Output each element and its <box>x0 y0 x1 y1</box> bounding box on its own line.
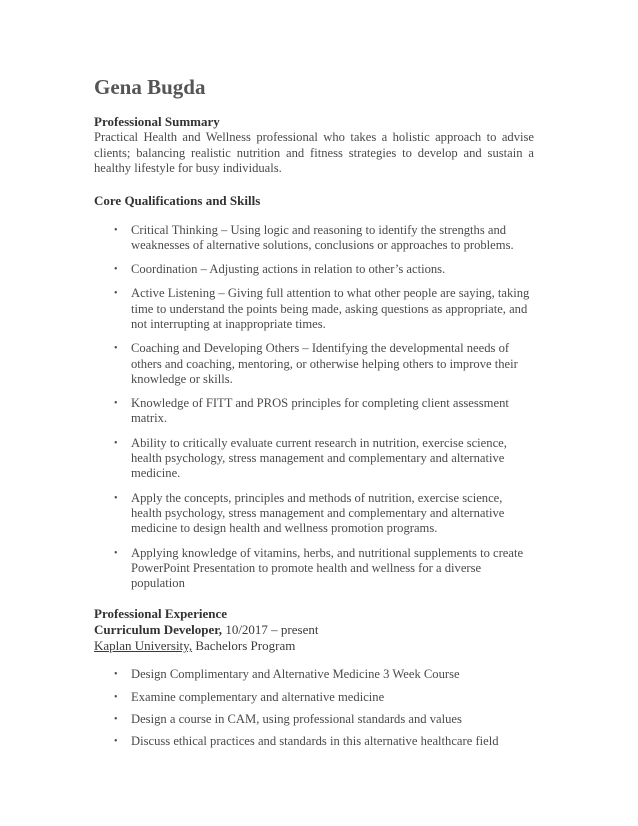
bullet-icon: • <box>114 224 118 236</box>
list-item <box>94 734 534 749</box>
bullet-icon: • <box>114 264 118 276</box>
bullet-icon: • <box>114 492 118 504</box>
bullet-icon: • <box>114 714 118 726</box>
list-item <box>94 396 534 427</box>
experience-list <box>94 667 534 749</box>
list-item-text: Coordination – Adjusting actions in relation to other’s actions. <box>131 262 446 277</box>
section-spacer <box>94 177 534 193</box>
list-item-text: Design Complimentary and Alternative Medicine 3 Week Course <box>131 667 460 682</box>
bullet-icon: • <box>114 669 118 681</box>
list-item <box>94 262 534 277</box>
bullet-icon: • <box>114 547 118 559</box>
bullet-icon: • <box>114 288 118 300</box>
list-item-text: Applying knowledge of vitamins, herbs, and nutritional supplements to create PowerPoint Presentation to promote health and wellness for a diverse population <box>131 545 524 591</box>
resume-page <box>94 74 534 757</box>
list-item-text: Critical Thinking – Using logic and reasoning to identify the strengths and weaknesses of alternative solutions, conclusions or approaches to problems. <box>131 222 514 252</box>
qualifications-list <box>94 223 534 592</box>
experience-heading: Professional Experience <box>94 606 227 622</box>
candidate-name: Gena Bugda <box>94 75 206 99</box>
bullet-icon: • <box>114 398 118 410</box>
list-item-text: Coaching and Developing Others – Identifying the developmental needs of others and coaching, mentoring, or otherwise helping others to improve their knowledge or skills. <box>131 341 518 386</box>
qualifications-heading: Core Qualifications and Skills <box>94 192 261 208</box>
bullet-icon: • <box>114 437 118 449</box>
job-title: Curriculum Developer, <box>94 622 223 638</box>
job-title-line <box>94 622 534 638</box>
list-item <box>94 690 534 705</box>
list-item <box>94 341 534 387</box>
program-name: Bachelors Program <box>195 638 296 654</box>
list-item-text: Knowledge of FITT and PROS principles for completing client assessment matrix. <box>131 396 509 426</box>
list-item <box>94 667 534 682</box>
list-item <box>94 286 534 332</box>
summary-heading: Professional Summary <box>94 114 220 129</box>
list-item <box>94 546 534 592</box>
list-item-text: Active Listening – Giving full attention to what other people are saying, taking time to understand the points being made, asking questions as appropriate, and not interrupting at inappropriate times. <box>131 286 530 331</box>
employer-line <box>94 638 534 654</box>
list-item <box>94 712 534 727</box>
list-item <box>94 491 534 537</box>
list-item-text: Apply the concepts, principles and methods of nutrition, exercise science, health psychology, stress management and complementary and alternative medicine to design health and wellness promotion programs. <box>131 490 505 536</box>
list-item-text: Examine complementary and alternative medicine <box>131 689 385 704</box>
bullet-icon: • <box>114 736 118 748</box>
list-item <box>94 223 534 254</box>
list-item-text: Design a course in CAM, using professional standards and values <box>131 712 462 727</box>
employer-name: Kaplan University, <box>94 638 193 654</box>
summary-text: Practical Health and Wellness professional who takes a holistic approach to advise clients; balancing realistic nutrition and fitness strategies to develop and sustain a healthy lifestyle for busy individuals. <box>94 130 534 175</box>
bullet-icon: • <box>114 343 118 355</box>
bullet-icon: • <box>114 691 118 703</box>
list-item-text: Discuss ethical practices and standards in this alternative healthcare field <box>131 734 499 749</box>
list-item-text: Ability to critically evaluate current research in nutrition, exercise science, health psychology, stress management and complementary and alternative medicine. <box>131 435 507 481</box>
list-item <box>94 436 534 482</box>
job-dates: 10/2017 – present <box>225 622 319 638</box>
